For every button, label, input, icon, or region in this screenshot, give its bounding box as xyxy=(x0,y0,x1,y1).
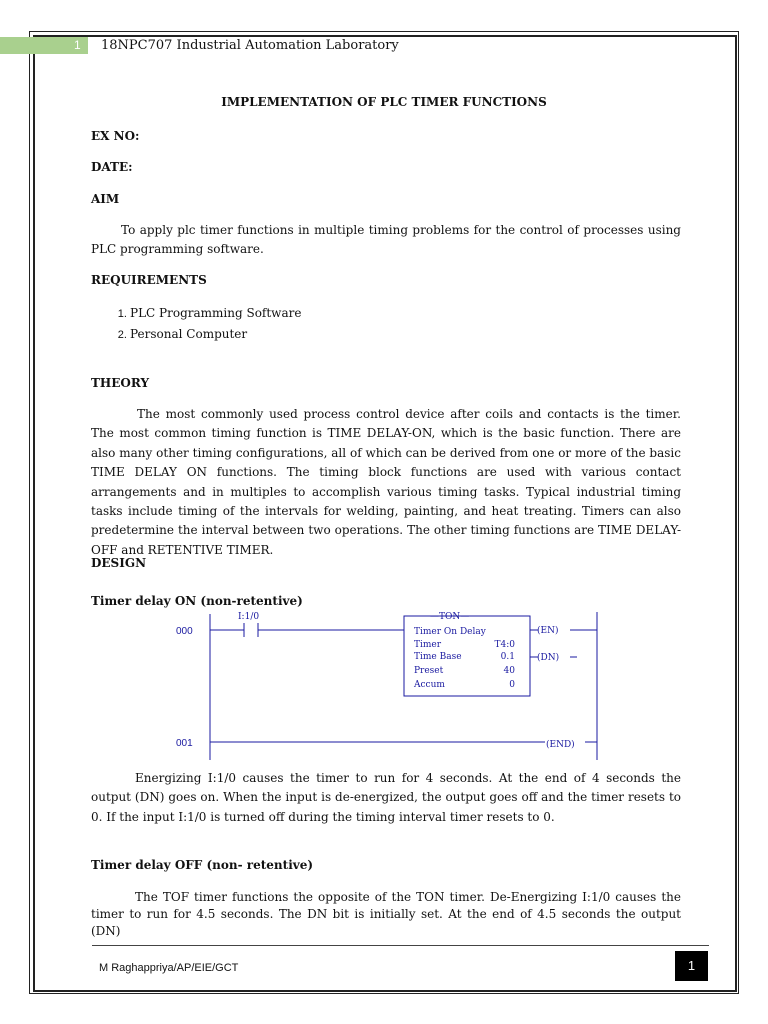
ton-row-label: Accum xyxy=(414,680,445,690)
ton-row-value: 0 xyxy=(509,680,515,690)
ton-block-title: —TON— xyxy=(430,612,470,622)
tof-heading: Timer delay OFF (non- retentive) xyxy=(91,858,314,872)
ton-explanation: Energizing I:1/0 causes the timer to run for 4 seconds. At the end of 4 seconds the output (DN) goes on. When the input is de-energized, the output goes off and the timer resets to 0. If the input I:1/0 is turned off during the timing interval timer resets to 0. xyxy=(91,771,681,824)
ton-block-name: Timer On Delay xyxy=(414,627,486,637)
ton-heading: Timer delay ON (non-retentive) xyxy=(91,594,303,608)
ton-row-label: Time Base xyxy=(414,652,462,662)
requirement-item: 1. PLC Programming Software xyxy=(130,303,301,324)
tof-explanation: The TOF timer functions the opposite of the TON timer. De-Energizing I:1/0 causes the timer to run for 4.5 seconds. The DN bit is initially set. At the end of 4.5 seconds the output (DN) xyxy=(91,890,681,938)
dn-coil: (DN) xyxy=(537,653,560,663)
ton-row-value: 40 xyxy=(503,666,515,676)
requirement-item: 2. Personal Computer xyxy=(130,324,301,345)
requirements-heading: REQUIREMENTS xyxy=(91,273,207,287)
theory-text: The most commonly used process control device after coils and contacts is the timer. The most common timing function is TIME DELAY-ON, which is the basic function. There are also many other timing configurations, all of which can be derived from one or more of the basic TIME DELAY ON functions. The timing block functions are used with various contact arrangements and in multiples to accomplish various timing tasks. Typical industrial timing tasks include timing of the intervals for welding, painting, and heat treating. Timers can also predetermine the interval between two operations. The other timing functions are TIME DELAY-OFF and RETENTIVE TIMER. xyxy=(91,407,681,557)
footer-author: M Raghappriya/AP/EIE/GCT xyxy=(99,962,239,974)
aim-text: To apply plc timer functions in multiple timing problems for the control of processes using PLC programming software. xyxy=(91,223,681,257)
theory-heading: THEORY xyxy=(91,376,150,390)
footer-rule xyxy=(92,945,709,946)
contact-label: I:1/0 xyxy=(238,612,260,622)
ton-row-value: T4:0 xyxy=(494,640,515,650)
ton-row-label: Timer xyxy=(414,640,442,650)
end-marker: (END) xyxy=(546,740,575,750)
rung-0-number: 000 xyxy=(176,626,193,637)
header-tab-number: 1 xyxy=(74,38,81,52)
ton-row-value: 0.1 xyxy=(500,652,515,662)
aim-heading: AIM xyxy=(91,192,120,206)
en-coil: (EN) xyxy=(537,626,559,636)
document-title: IMPLEMENTATION OF PLC TIMER FUNCTIONS xyxy=(221,95,547,109)
rung-1-number: 001 xyxy=(176,738,193,749)
design-heading: DESIGN xyxy=(91,556,147,570)
ex-no-label: EX NO: xyxy=(91,129,140,143)
page-number: 1 xyxy=(675,951,708,981)
date-label: DATE: xyxy=(91,160,133,174)
ton-row-label: Preset xyxy=(414,666,444,676)
header-course: 18NPC707 Industrial Automation Laboratory xyxy=(101,38,399,53)
